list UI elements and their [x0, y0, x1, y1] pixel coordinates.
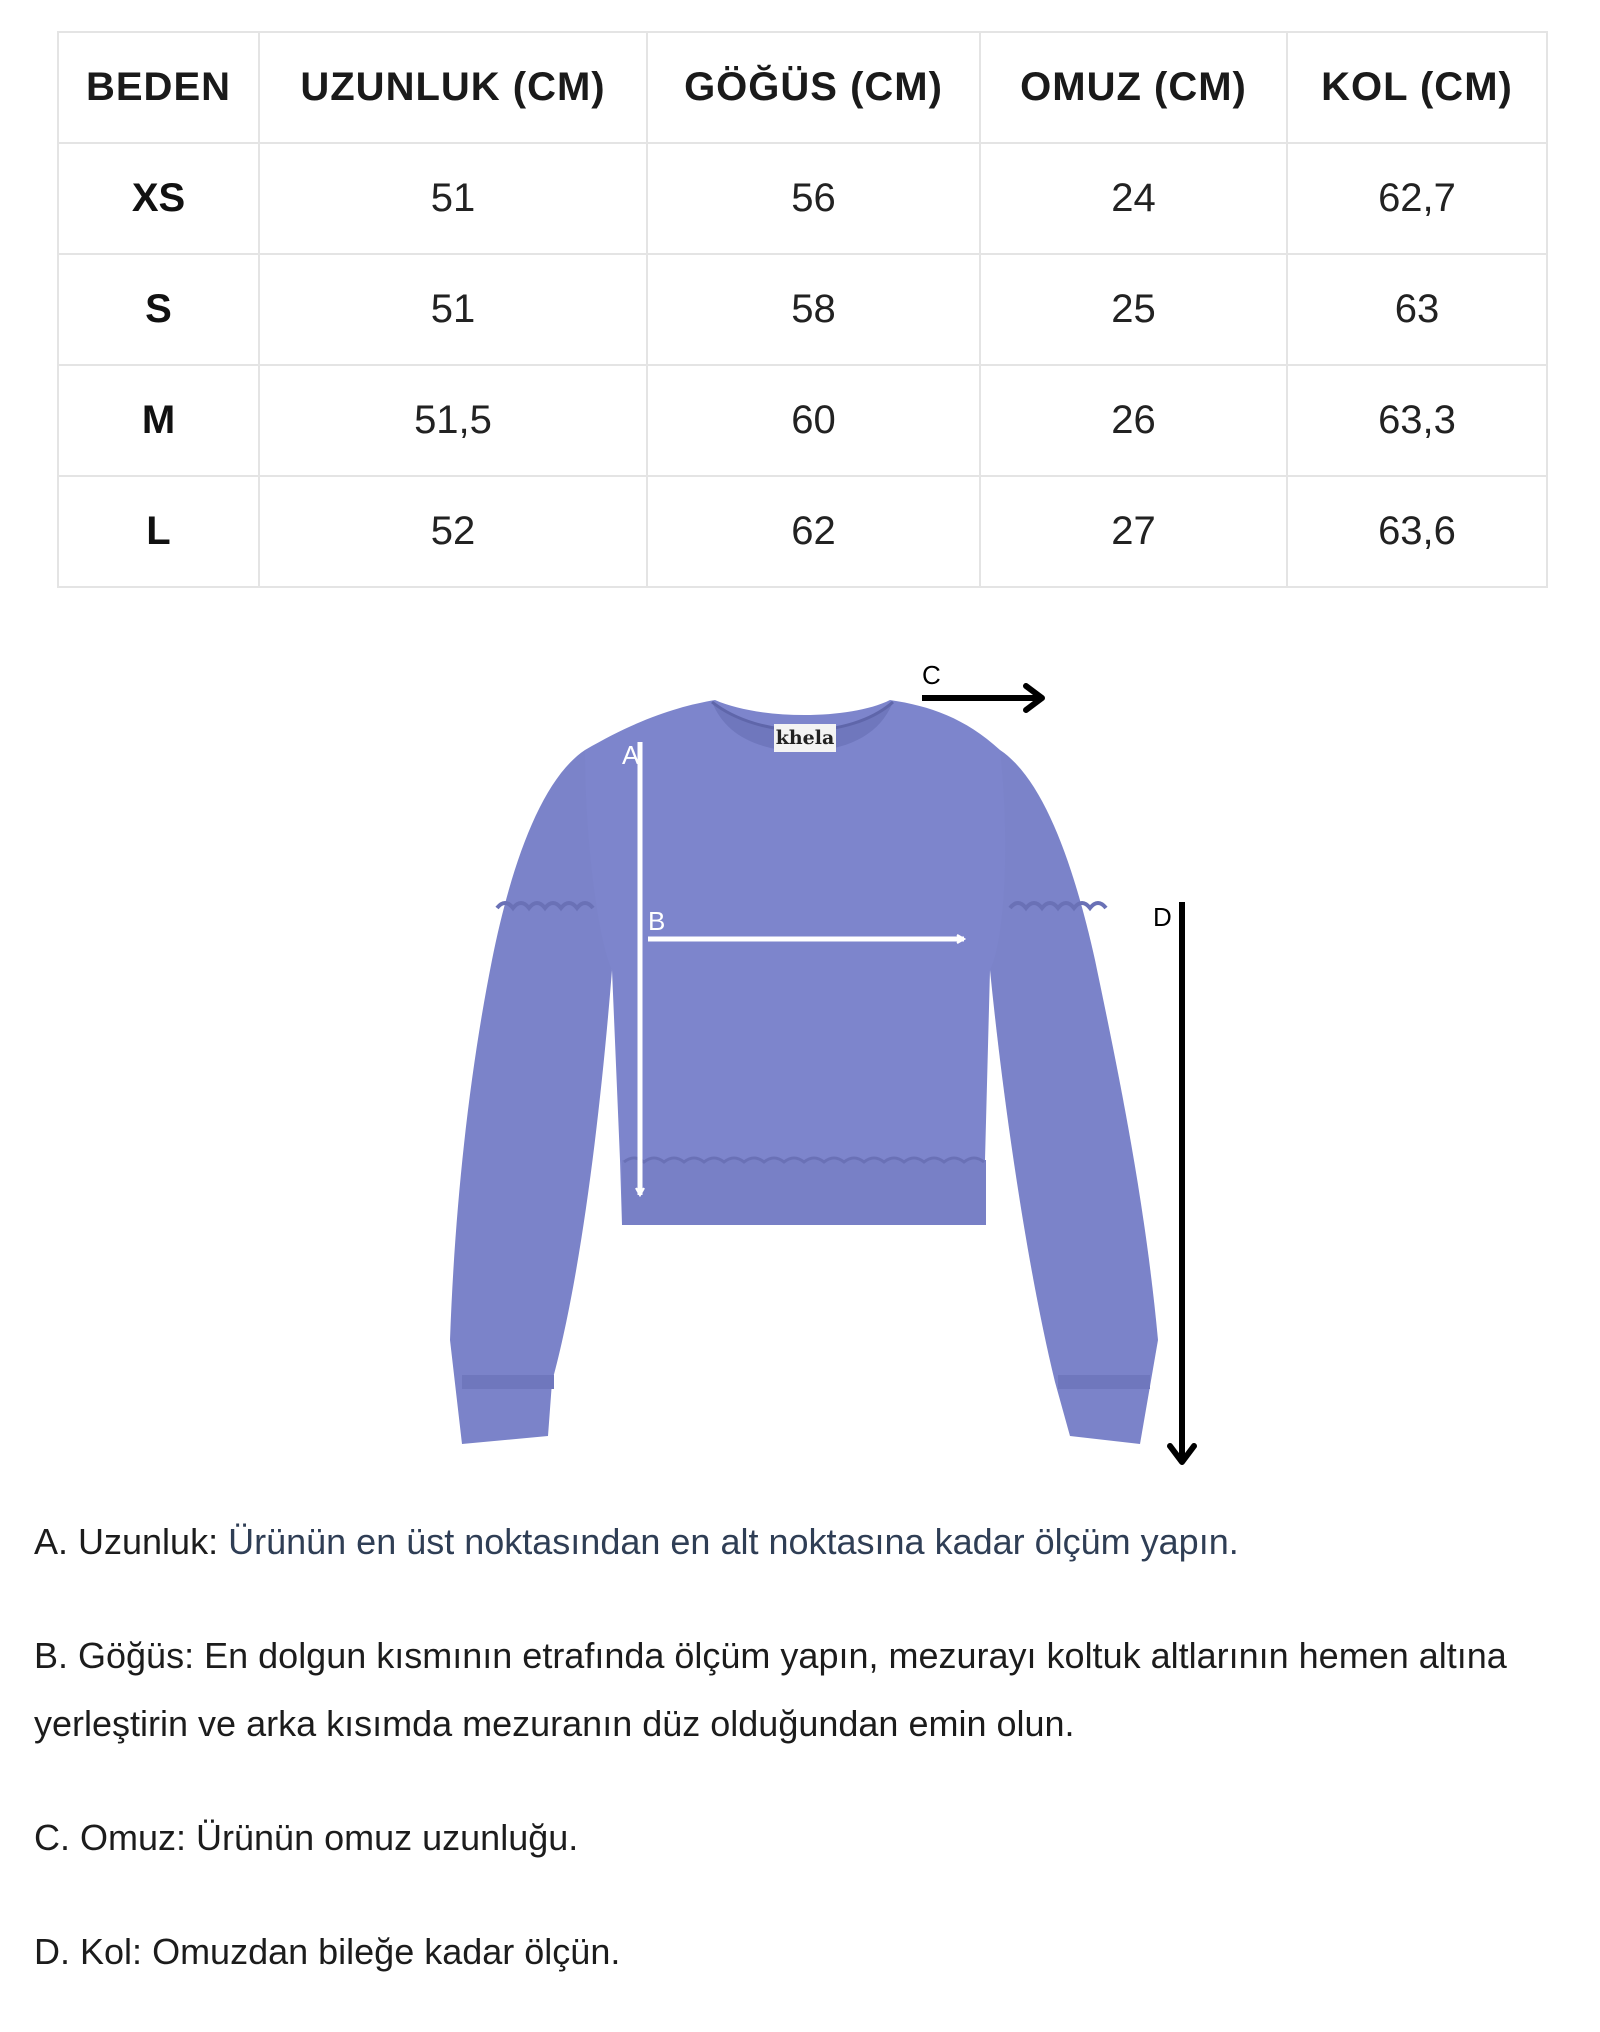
- note-key: D. Kol:: [34, 1931, 143, 1972]
- note-length: [34, 1508, 1574, 1576]
- cell-chest: 58: [647, 254, 980, 365]
- cell-size: L: [58, 476, 259, 587]
- left-cuff: [462, 1375, 554, 1389]
- sweatshirt-illustration: [0, 640, 1600, 1480]
- note-key: B. Göğüs:: [34, 1635, 195, 1676]
- cell-length: 51,5: [259, 365, 647, 476]
- measure-label-b: B: [648, 906, 666, 936]
- note-text: Omuzdan bileğe kadar ölçün.: [152, 1931, 621, 1972]
- torso: [585, 700, 1005, 1225]
- cell-length: 51: [259, 254, 647, 365]
- note-text: Ürünün en üst noktasından en alt noktasına kadar ölçüm yapın.: [228, 1521, 1239, 1562]
- size-chart-table: [57, 31, 1548, 588]
- sweatshirt-shape: [450, 700, 1158, 1444]
- measure-label-a: A: [622, 740, 640, 770]
- cell-size: S: [58, 254, 259, 365]
- cell-chest: 60: [647, 365, 980, 476]
- cell-sleeve: 62,7: [1287, 143, 1547, 254]
- measurement-diagram: [0, 640, 1600, 1480]
- header-sleeve: KOL (CM): [1287, 32, 1547, 143]
- table-row: [58, 476, 1547, 587]
- cell-sleeve: 63: [1287, 254, 1547, 365]
- cell-length: 51: [259, 143, 647, 254]
- note-text: En dolgun kısmının etrafında ölçüm yapın, mezurayı koltuk altlarının hemen altına yerleştirin ve arka kısımda mezuranın düz olduğundan emin olun.: [34, 1635, 1507, 1744]
- waistband: [622, 1160, 986, 1225]
- note-key: C. Omuz:: [34, 1817, 187, 1858]
- header-size: BEDEN: [58, 32, 259, 143]
- note-chest: [34, 1622, 1574, 1758]
- cell-sleeve: 63,3: [1287, 365, 1547, 476]
- cell-shoulder: 25: [980, 254, 1287, 365]
- measure-label-d: D: [1153, 902, 1172, 932]
- cell-length: 52: [259, 476, 647, 587]
- cell-shoulder: 26: [980, 365, 1287, 476]
- left-sleeve: [450, 750, 612, 1444]
- measurement-notes: [34, 1508, 1574, 2032]
- right-sleeve: [990, 750, 1158, 1444]
- cell-chest: 62: [647, 476, 980, 587]
- cell-sleeve: 63,6: [1287, 476, 1547, 587]
- note-sleeve: [34, 1918, 1574, 1986]
- cell-size: M: [58, 365, 259, 476]
- table-row: [58, 254, 1547, 365]
- cell-shoulder: 27: [980, 476, 1287, 587]
- header-chest: GÖĞÜS (CM): [647, 32, 980, 143]
- table-row: [58, 143, 1547, 254]
- table-row: [58, 365, 1547, 476]
- right-cuff: [1058, 1375, 1150, 1389]
- cell-size: XS: [58, 143, 259, 254]
- table-header-row: [58, 32, 1547, 143]
- note-text: Ürünün omuz uzunluğu.: [196, 1817, 579, 1858]
- brand-label: khela: [775, 727, 835, 749]
- note-shoulder: [34, 1804, 1574, 1872]
- note-key: A. Uzunluk:: [34, 1521, 219, 1562]
- header-shoulder: OMUZ (CM): [980, 32, 1287, 143]
- measure-label-c: C: [922, 660, 941, 690]
- cell-shoulder: 24: [980, 143, 1287, 254]
- header-length: UZUNLUK (CM): [259, 32, 647, 143]
- cell-chest: 56: [647, 143, 980, 254]
